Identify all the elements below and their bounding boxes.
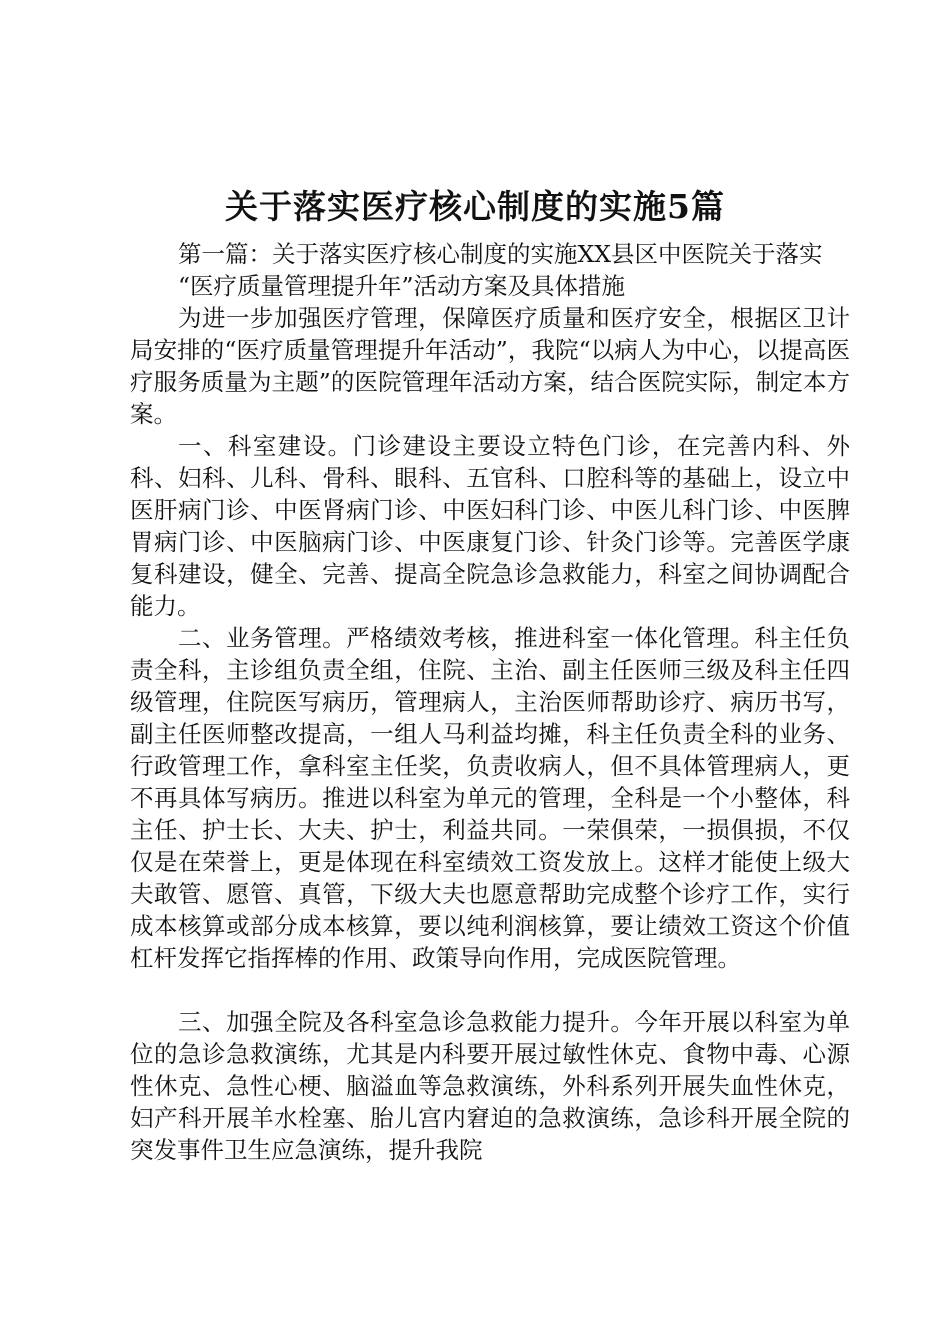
paragraph-business-management: 二、业务管理。严格绩效考核，推进科室一体化管理。科主任负责全科，主诊组负责全组，住院、主治、副主任医师三级及科主任四级管理，住院医写病历，管理病人，主治医师帮助诊疗、病历书写，副主任医师整改提高，一组人马利益均摊，科主任负责全科的业务、行政管理工作，拿科室主任奖，负责收病人，但不具体管理病人，更不再具体写病历。推进以科室为单元的管理，全科是一个小整体，科主任、护士长、大夫、护士，利益共同。一荣俱荣，一损俱损，不仅仅是在荣誉上，更是体现在科室绩效工资发放上。这样才能使上级大夫敢管、愿管、真管，下级大夫也愿意帮助完成整个诊疗工作，实行成本核算或部分成本核算，要以纯利润核算，要让绩效工资这个价值杠杆发挥它指挥棒的作用、政策导向作用，完成医院管理。 xyxy=(130,624,850,972)
paragraph-subtitle: “医疗质量管理提升年”活动方案及具体措施 xyxy=(178,272,626,300)
document-title: 关于落实医疗核心制度的实施5篇 xyxy=(225,187,725,226)
document-body xyxy=(130,238,850,1166)
paragraph-chapter-heading: 第一篇：关于落实医疗核心制度的实施XX县区中医院关于落实 xyxy=(178,240,823,268)
paragraph-intro: 为进一步加强医疗管理，保障医疗质量和医疗安全，根据区卫计局安排的“医疗质量管理提升年活动”，我院“以病人为中心，以提高医疗服务质量为主题”的医院管理年活动方案，结合医院实际，制定本方案。 xyxy=(130,304,850,428)
paragraph-department-construction: 一、科室建设。门诊建设主要设立特色门诊，在完善内科、外科、妇科、儿科、骨科、眼科、五官科、口腔科等的基础上，设立中医肝病门诊、中医肾病门诊、中医妇科门诊、中医儿科门诊、中医脾胃病门诊、中医脑病门诊、中医康复门诊、针灸门诊等。完善医学康复科建设，健全、完善、提高全院急诊急救能力，科室之间协调配合能力。 xyxy=(130,432,850,620)
paragraph-emergency-capability: 三、加强全院及各科室急诊急救能力提升。今年开展以科室为单位的急诊急救演练，尤其是内科要开展过敏性休克、食物中毒、心源性休克、急性心梗、脑溢血等急救演练，外科系列开展失血性休克，妇产科开展羊水栓塞、胎儿宫内窘迫的急救演练，急诊科开展全院的突发事件卫生应急演练，提升我院 xyxy=(130,1008,850,1164)
